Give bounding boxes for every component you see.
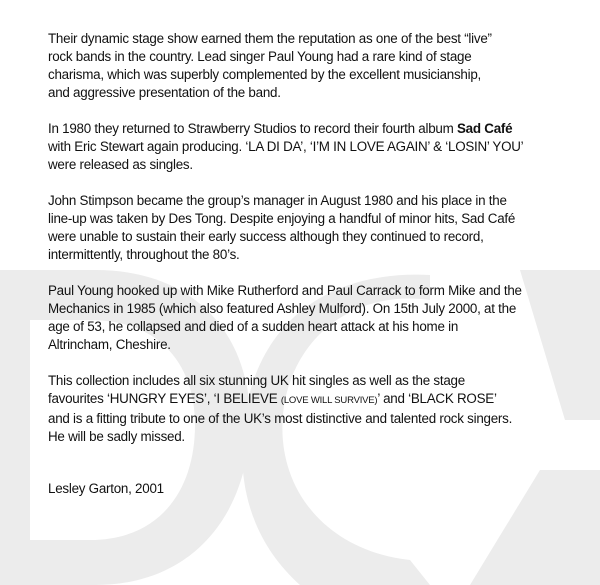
text-line [48, 390, 568, 410]
text-fragment: In 1980 they returned to Strawberry Studios to record their fourth album [48, 121, 457, 136]
text-line: intermittently, throughout the 80’s. [48, 247, 240, 262]
article-body [48, 30, 568, 516]
text-fragment: favourites ‘HUNGRY EYES’, ‘I BELIEVE [48, 391, 281, 406]
song-subtitle: (LOVE WILL SURVIVE) [280, 395, 378, 406]
paragraph-manager [48, 192, 568, 264]
text-line: rock bands in the country. Lead singer Paul Young had a rare kind of stage [48, 49, 472, 64]
text-line: Mechanics in 1985 (which also featured Ashley Mulford). On 15th July 2000, at the [48, 301, 517, 316]
album-title: Sad Café [457, 121, 513, 136]
text-fragment: ’ and ‘BLACK ROSE’ [377, 391, 497, 406]
text-line: Paul Young hooked up with Mike Rutherford and Paul Carrack to form Mike and the [48, 283, 522, 298]
text-line: John Stimpson became the group’s manager in August 1980 and his place in the [48, 193, 507, 208]
paragraph-mechanics [48, 282, 568, 354]
text-line: with Eric Stewart again producing. ‘LA DI DA’, ‘I’M IN LOVE AGAIN’ & ‘LOSIN’ YOU’ [48, 139, 524, 154]
text-line: were unable to sustain their early success although they continued to record, [48, 229, 484, 244]
text-line: Altrincham, Cheshire. [48, 337, 171, 352]
text-line: and aggressive presentation of the band. [48, 85, 281, 100]
paragraph-collection [48, 372, 568, 446]
paragraph-fourth-album [48, 120, 568, 174]
text-line: This collection includes all six stunning UK hit singles as well as the stage [48, 373, 465, 388]
text-line: charisma, which was superbly complemented by the excellent musicianship, [48, 67, 482, 82]
text-line: line-up was taken by Des Tong. Despite enjoying a handful of minor hits, Sad Café [48, 211, 516, 226]
text-line: were released as singles. [48, 157, 193, 172]
author-signature: Lesley Garton, 2001 [48, 481, 164, 496]
text-line: age of 53, he collapsed and died of a sudden heart attack at his home in [48, 319, 459, 334]
text-line: and is a fitting tribute to one of the UK’s most distinctive and talented rock singers. [48, 411, 513, 426]
text-line: Their dynamic stage show earned them the reputation as one of the best “live” [48, 31, 492, 46]
text-line: He will be sadly missed. [48, 429, 185, 444]
paragraph-stage-show [48, 30, 568, 102]
text-line [48, 120, 568, 138]
